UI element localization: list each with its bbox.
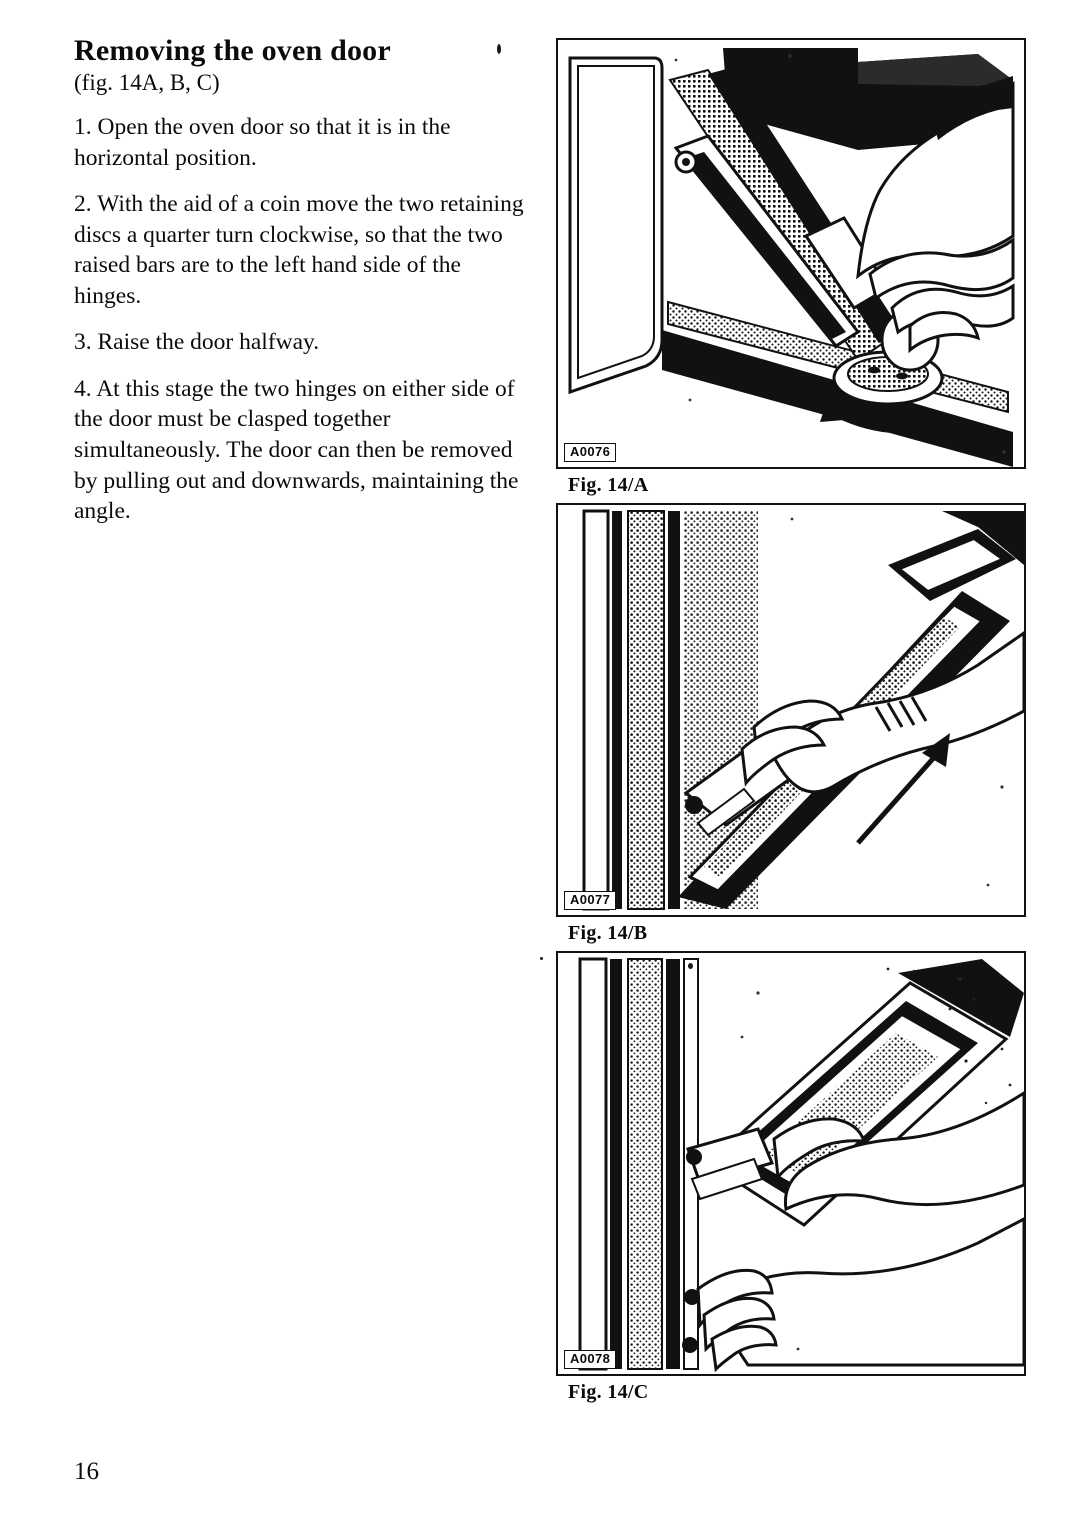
- page-number: 16: [74, 1458, 99, 1485]
- figure-14b-frame: [556, 503, 1026, 917]
- figure-14b-code: A0077: [564, 891, 616, 910]
- figure-14b-caption: Fig. 14/B: [568, 922, 648, 944]
- figure-14c-frame: [556, 951, 1026, 1376]
- text-column: [74, 34, 529, 543]
- figure-column: [556, 38, 1026, 1410]
- figure-14b-illustration: [558, 505, 1024, 915]
- scan-speck: [497, 44, 501, 54]
- figure-14b: [556, 503, 1026, 945]
- figure-14c-caption: Fig. 14/C: [568, 1381, 649, 1403]
- figure-14a-code: A0076: [564, 443, 616, 462]
- figure-14a-illustration: [558, 40, 1024, 467]
- figure-14c: [556, 951, 1026, 1404]
- instruction-step-1: 1. Open the oven door so that it is in the horizontal position.: [74, 114, 451, 171]
- figure-14c-code: A0078: [564, 1350, 616, 1369]
- scan-speck: [540, 957, 543, 960]
- figure-14a-caption: Fig. 14/A: [568, 474, 649, 496]
- instruction-step-3: 3. Raise the door halfway.: [74, 329, 320, 356]
- instruction-step-4: 4. At this stage the two hinges on either side of the door must be clasped together simultaneously. The door can then be removed by pulling out and downwards, maintaining the angle.: [74, 375, 519, 525]
- figure-14c-illustration: [558, 953, 1024, 1374]
- scan-speck: [688, 963, 693, 969]
- figure-reference: (fig. 14A, B, C): [74, 69, 220, 95]
- instruction-step-2: 2. With the aid of a coin move the two retaining discs a quarter turn clockwise, so that the two raised bars are to the left hand side of the hinges.: [74, 191, 524, 309]
- page-title: Removing the oven door: [74, 34, 391, 67]
- figure-14a-frame: [556, 38, 1026, 469]
- figure-14a: [556, 38, 1026, 497]
